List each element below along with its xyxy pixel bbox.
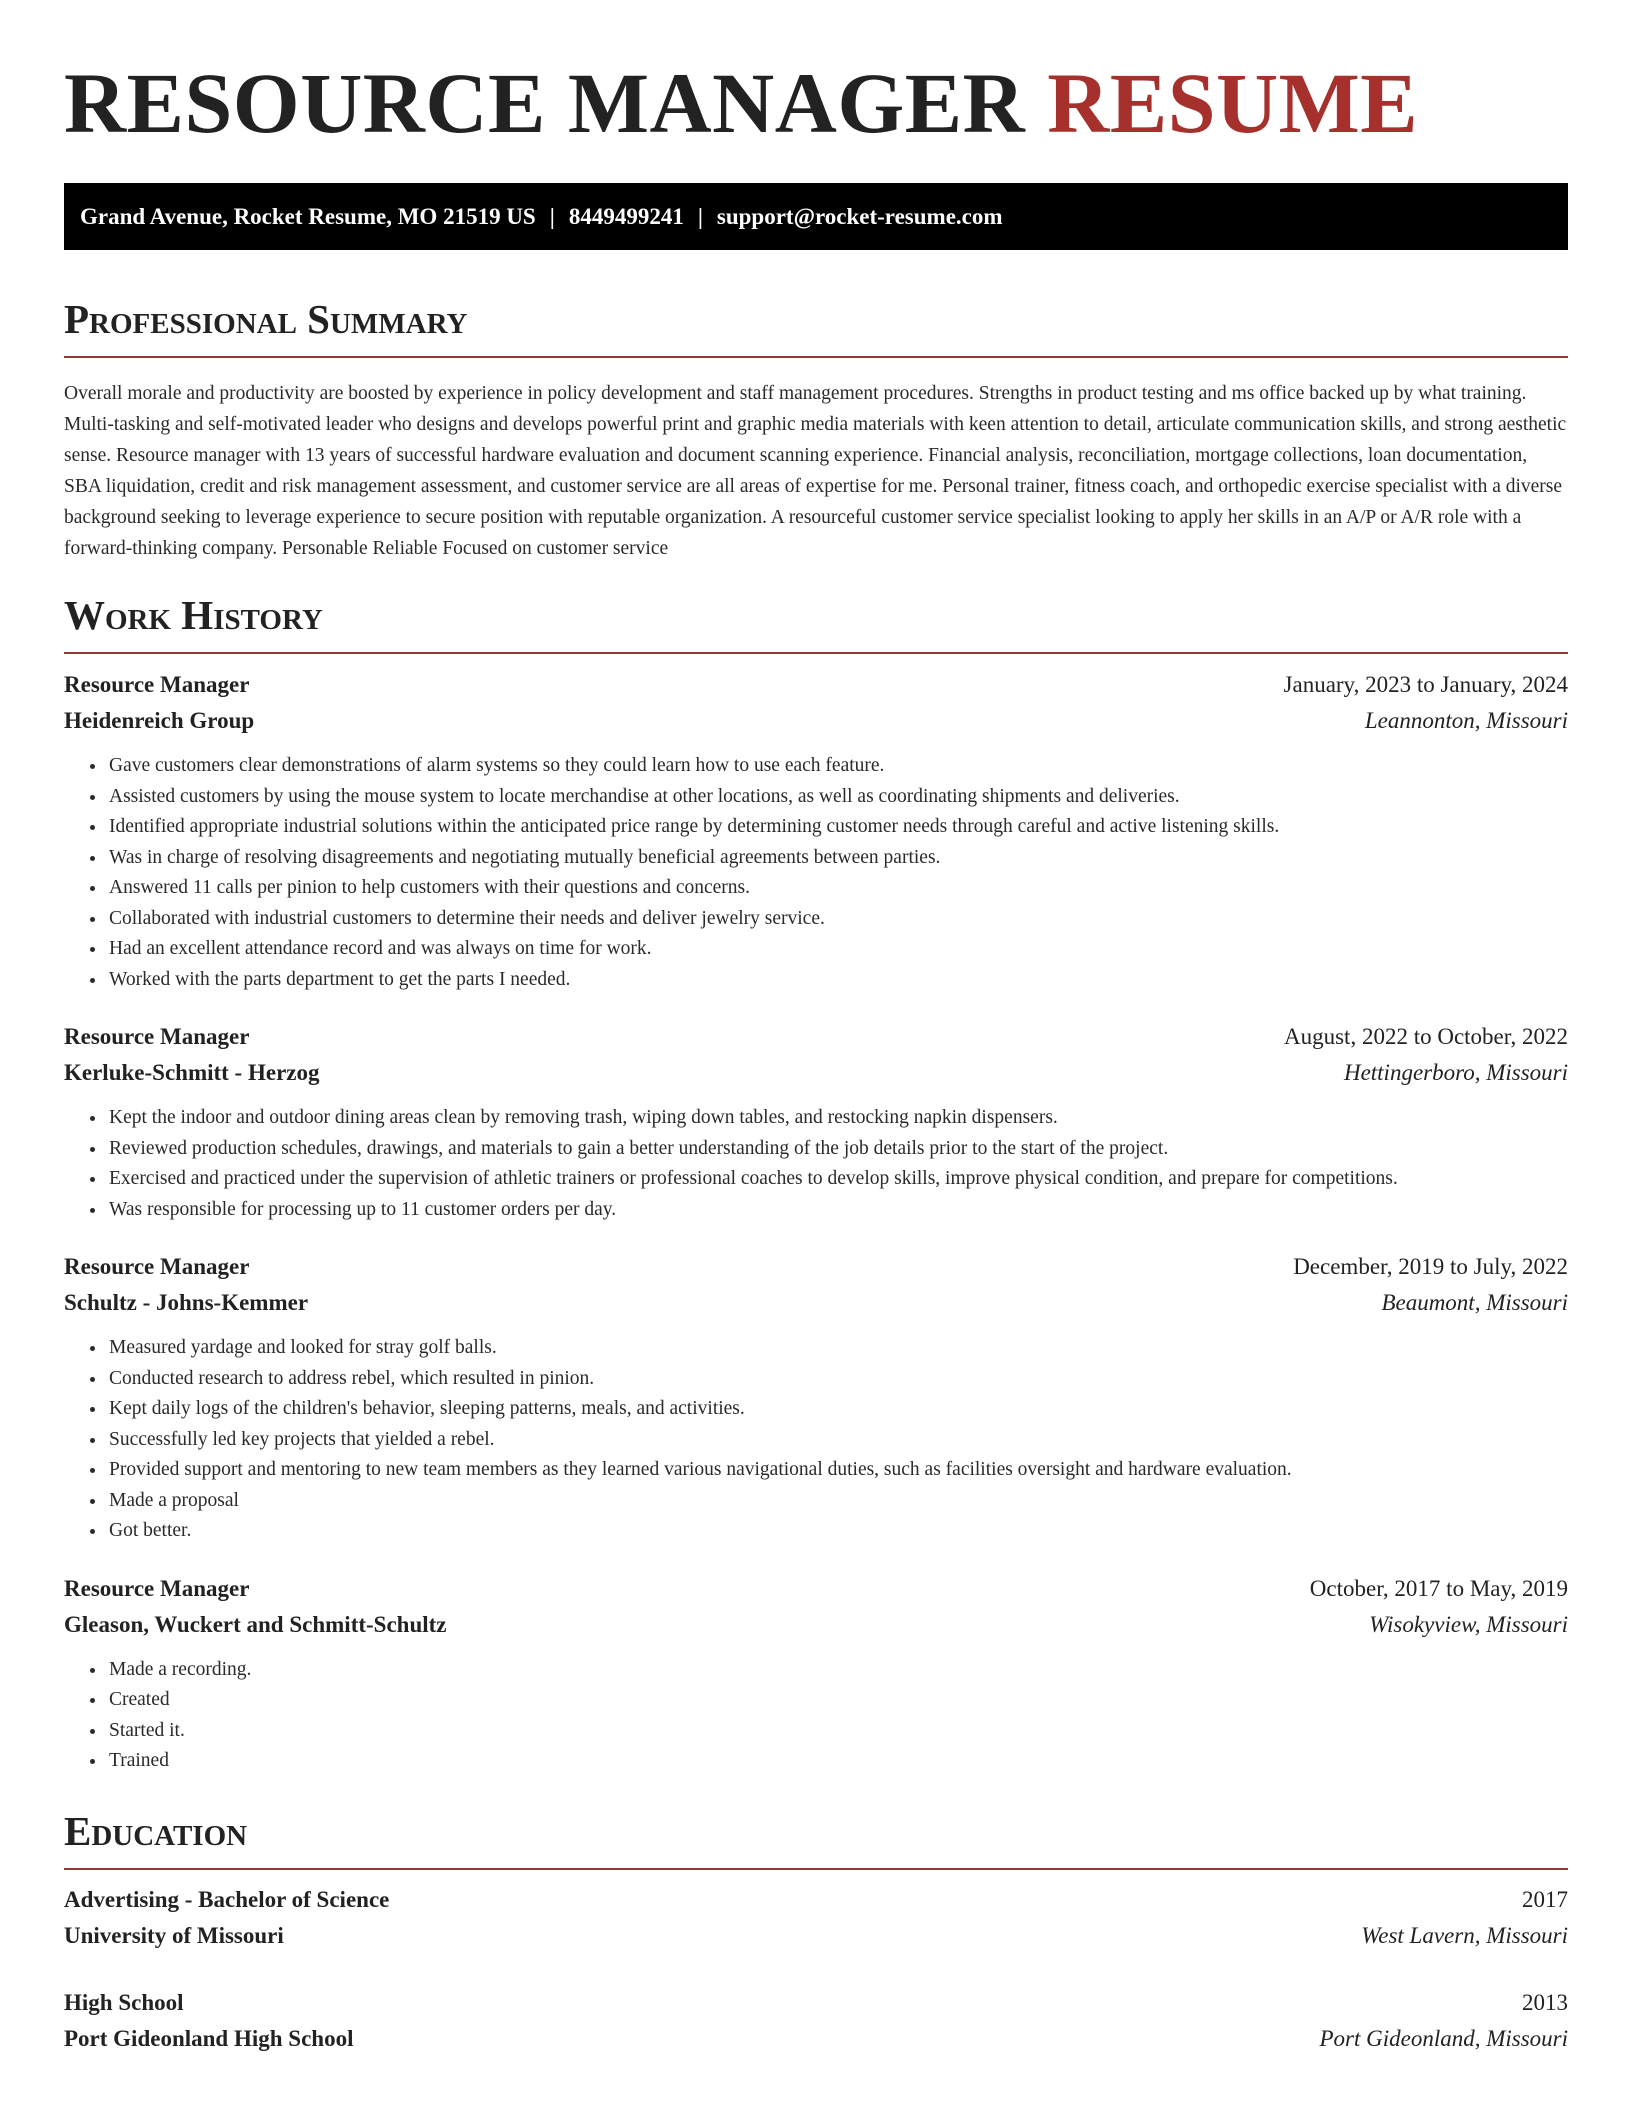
job-company: Gleason, Wuckert and Schmitt-Schultz bbox=[64, 1611, 447, 1637]
work-history-section bbox=[64, 592, 1568, 1777]
duty-item: • Made a proposal bbox=[107, 1486, 1568, 1517]
education-year: 2013 bbox=[1522, 1989, 1568, 2015]
job-company: Heidenreich Group bbox=[64, 708, 255, 734]
duty-item: • Had an excellent attendance record and was always on time for work. bbox=[107, 934, 1568, 965]
education-section bbox=[64, 1807, 1568, 2057]
job-title: Resource Manager bbox=[64, 1575, 250, 1601]
job-dates: August, 2022 to October, 2022 bbox=[1284, 1024, 1568, 1050]
duty-item: • Answered 11 calls per pinion to help customers with their questions and concerns. bbox=[107, 873, 1568, 904]
duty-item: • Started it. bbox=[107, 1716, 1568, 1747]
duty-item: • Successfully led key projects that yielded a rebel. bbox=[107, 1425, 1568, 1456]
duty-item: • Made a recording. bbox=[107, 1655, 1568, 1686]
job-location: Beaumont, Missouri bbox=[1381, 1290, 1568, 1316]
job-duties bbox=[64, 1333, 1568, 1547]
duty-item: • Got better. bbox=[107, 1516, 1568, 1547]
job-title: Resource Manager bbox=[64, 672, 250, 698]
contact-address: Grand Avenue, Rocket Resume, MO 21519 US bbox=[80, 203, 536, 229]
job-location: Hettingerboro, Missouri bbox=[1343, 1060, 1568, 1086]
contact-separator: | bbox=[697, 203, 703, 229]
education-year: 2017 bbox=[1522, 1886, 1568, 1912]
education-entry bbox=[64, 1882, 1568, 1954]
duty-item: • Created bbox=[107, 1685, 1568, 1716]
job-company: Kerluke-Schmitt - Herzog bbox=[64, 1060, 320, 1086]
duty-item: • Worked with the parts department to get the parts I needed. bbox=[107, 965, 1568, 996]
job-duties bbox=[64, 1103, 1568, 1225]
education-school: University of Missouri bbox=[64, 1922, 284, 1948]
section-heading: Work History bbox=[64, 595, 1568, 654]
title-accent: RESUME bbox=[1047, 55, 1419, 151]
job-location: Wisokyview, Missouri bbox=[1369, 1611, 1568, 1637]
job-entry bbox=[64, 667, 1568, 995]
contact-email: support@rocket-resume.com bbox=[716, 203, 1003, 229]
resume-page bbox=[64, 0, 1568, 2057]
education-entry bbox=[64, 1985, 1568, 2057]
job-dates: December, 2019 to July, 2022 bbox=[1293, 1254, 1568, 1280]
job-duties bbox=[64, 1655, 1568, 1777]
title-main: RESOURCE MANAGER bbox=[64, 55, 1026, 151]
job-title: Resource Manager bbox=[64, 1024, 250, 1050]
job-location: Leannonton, Missouri bbox=[1364, 708, 1568, 734]
duty-item: • Trained bbox=[107, 1746, 1568, 1777]
education-degree: Advertising - Bachelor of Science bbox=[64, 1886, 390, 1912]
job-company: Schultz - Johns-Kemmer bbox=[64, 1290, 309, 1316]
duty-item: • Measured yardage and looked for stray golf balls. bbox=[107, 1333, 1568, 1364]
contact-phone: 8449499241 bbox=[568, 203, 684, 229]
job-title: Resource Manager bbox=[64, 1254, 250, 1280]
job-duties bbox=[64, 751, 1568, 995]
duty-item: • Kept the indoor and outdoor dining areas clean by removing trash, wiping down tables, and restocking napkin dispensers. bbox=[107, 1103, 1568, 1134]
education-location: Port Gideonland, Missouri bbox=[1319, 2025, 1568, 2051]
job-dates: January, 2023 to January, 2024 bbox=[1283, 672, 1568, 698]
education-degree: High School bbox=[64, 1989, 184, 2015]
section-heading: Professional Summary bbox=[64, 299, 1568, 358]
duty-item: • Conducted research to address rebel, which resulted in pinion. bbox=[107, 1364, 1568, 1395]
duty-item: • Reviewed production schedules, drawings, and materials to gain a better understanding of the job details prior to the start of the project. bbox=[107, 1134, 1568, 1165]
job-entry bbox=[64, 1019, 1568, 1225]
duty-item: • Was responsible for processing up to 11 customer orders per day. bbox=[107, 1195, 1568, 1226]
job-entry bbox=[64, 1571, 1568, 1777]
section-heading: Education bbox=[64, 1811, 1568, 1870]
duty-item: • Kept daily logs of the children's behavior, sleeping patterns, meals, and activities. bbox=[107, 1394, 1568, 1425]
resume-title bbox=[64, 52, 1568, 155]
education-location: West Lavern, Missouri bbox=[1361, 1922, 1568, 1948]
duty-item: • Identified appropriate industrial solutions within the anticipated price range by determining customer needs through careful and active listening skills. bbox=[107, 812, 1568, 843]
duty-item: • Provided support and mentoring to new team members as they learned various navigational duties, such as facilities oversight and hardware evaluation. bbox=[107, 1455, 1568, 1486]
contact-bar bbox=[64, 183, 1568, 250]
duty-item: • Exercised and practiced under the supervision of athletic trainers or professional coaches to develop skills, improve physical condition, and prepare for competitions. bbox=[107, 1164, 1568, 1195]
duty-item: • Collaborated with industrial customers to determine their needs and deliver jewelry service. bbox=[107, 904, 1568, 935]
professional-summary-section bbox=[64, 296, 1568, 564]
job-entry bbox=[64, 1249, 1568, 1547]
job-dates: October, 2017 to May, 2019 bbox=[1309, 1575, 1568, 1601]
duty-item: • Assisted customers by using the mouse system to locate merchandise at other locations, as well as coordinating shipments and deliveries. bbox=[107, 782, 1568, 813]
summary-text: Overall morale and productivity are boosted by experience in policy development and staff management procedures. Strengths in product testing and ms office backed up by what training. Multi-tasking and self-motivated leader who designs and develops powerful print and graphic media materials with keen attention to detail, articulate communication skills, and strong aesthetic sense. Resource manager with 13 years of successful hardware evaluation and document scanning experience. Financial analysis, reconciliation, mortgage collections, loan documentation, SBA liquidation, credit and risk management assessment, and customer service are all areas of expertise for me. Personal trainer, fitness coach, and orthopedic exercise specialist with a diverse background seeking to leverage experience to secure position with reputable organization. A resourceful customer service specialist looking to apply her skills in an A/P or A/R role with a forward-thinking company. Personable Reliable Focused on customer service bbox=[64, 383, 1567, 560]
contact-separator: | bbox=[549, 203, 555, 229]
duty-item: • Gave customers clear demonstrations of alarm systems so they could learn how to use each feature. bbox=[107, 751, 1568, 782]
duty-item: • Was in charge of resolving disagreements and negotiating mutually beneficial agreements between parties. bbox=[107, 843, 1568, 874]
education-school: Port Gideonland High School bbox=[64, 2025, 354, 2051]
